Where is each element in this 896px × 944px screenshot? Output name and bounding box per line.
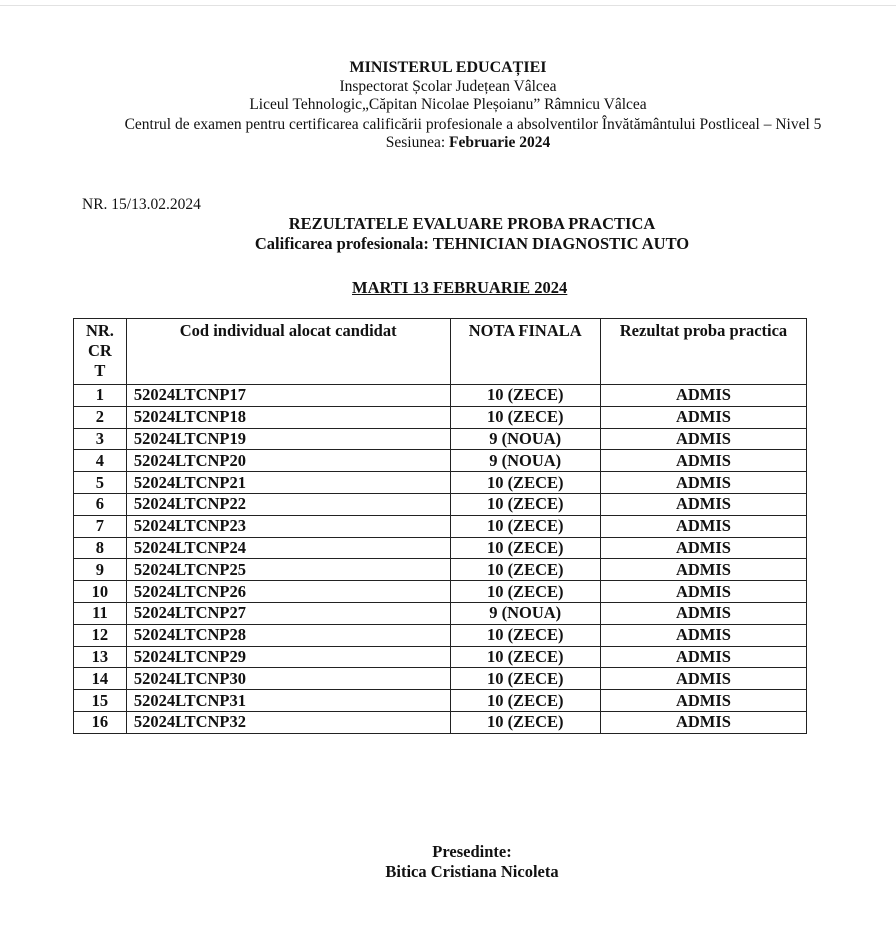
row-nr-text: 16 bbox=[91, 712, 109, 732]
row-grade-text: 9 (NOUA) bbox=[489, 428, 562, 448]
session-line bbox=[20, 133, 896, 152]
row-result-text: ADMIS bbox=[675, 428, 731, 448]
row-result-text: ADMIS bbox=[675, 450, 731, 470]
row-code-text: 52024LTCNP30 bbox=[133, 668, 247, 688]
row-grade bbox=[450, 472, 600, 494]
row-nr-text: 5 bbox=[95, 472, 105, 492]
row-result-text: ADMIS bbox=[675, 407, 731, 427]
row-code bbox=[126, 428, 450, 450]
row-code-text: 52024LTCNP17 bbox=[133, 385, 247, 405]
row-nr-text: 10 bbox=[91, 581, 109, 601]
row-nr bbox=[74, 668, 127, 690]
row-result bbox=[600, 602, 806, 624]
row-code-text: 52024LTCNP28 bbox=[133, 625, 247, 645]
table-row bbox=[74, 581, 807, 603]
row-result-text: ADMIS bbox=[675, 712, 731, 732]
row-grade-text: 10 (ZECE) bbox=[486, 646, 564, 666]
row-result-text: ADMIS bbox=[675, 625, 731, 645]
top-divider bbox=[0, 5, 896, 6]
row-code-text: 52024LTCNP32 bbox=[133, 712, 247, 732]
row-nr bbox=[74, 559, 127, 581]
row-result bbox=[600, 472, 806, 494]
row-result-text: ADMIS bbox=[675, 603, 731, 623]
table-row bbox=[74, 493, 807, 515]
row-nr-text: 3 bbox=[95, 428, 105, 448]
row-result-text: ADMIS bbox=[675, 581, 731, 601]
header-code: Cod individual alocat candidat bbox=[126, 319, 450, 385]
table-row bbox=[74, 428, 807, 450]
row-nr-text: 6 bbox=[95, 494, 105, 514]
table-row bbox=[74, 406, 807, 428]
table-row bbox=[74, 385, 807, 407]
table-row bbox=[74, 450, 807, 472]
row-grade bbox=[450, 428, 600, 450]
row-grade-text: 10 (ZECE) bbox=[486, 559, 564, 579]
row-code bbox=[126, 668, 450, 690]
row-grade bbox=[450, 515, 600, 537]
table-body bbox=[74, 385, 807, 734]
row-result bbox=[600, 406, 806, 428]
row-nr-text: 4 bbox=[95, 450, 105, 470]
row-code-text: 52024LTCNP27 bbox=[133, 603, 247, 623]
document-number: NR. 15/13.02.2024 bbox=[82, 196, 201, 213]
row-result bbox=[600, 537, 806, 559]
table-row bbox=[74, 515, 807, 537]
row-grade-text: 10 (ZECE) bbox=[486, 668, 564, 688]
row-grade bbox=[450, 559, 600, 581]
row-code-text: 52024LTCNP21 bbox=[133, 472, 247, 492]
row-code bbox=[126, 624, 450, 646]
row-code-text: 52024LTCNP20 bbox=[133, 450, 247, 470]
header-grade: NOTA FINALA bbox=[450, 319, 600, 385]
row-code bbox=[126, 385, 450, 407]
table-row bbox=[74, 559, 807, 581]
row-code bbox=[126, 559, 450, 581]
row-nr-text: 9 bbox=[95, 559, 105, 579]
exam-center-line: Centrul de examen pentru certificarea calificării profesionale a absolventilor Învătământului Postliceal – Nivel 5 bbox=[124, 116, 822, 133]
row-nr bbox=[74, 690, 127, 712]
row-nr-text: 15 bbox=[91, 690, 109, 710]
row-grade-text: 9 (NOUA) bbox=[489, 603, 562, 623]
row-nr bbox=[74, 515, 127, 537]
table-row bbox=[74, 472, 807, 494]
signature-role: Presedinte: bbox=[432, 842, 512, 861]
row-result bbox=[600, 711, 806, 733]
row-result bbox=[600, 515, 806, 537]
row-code-text: 52024LTCNP24 bbox=[133, 537, 247, 557]
row-nr-text: 7 bbox=[95, 516, 105, 536]
row-code bbox=[126, 515, 450, 537]
row-code bbox=[126, 602, 450, 624]
table-row bbox=[74, 624, 807, 646]
row-code-text: 52024LTCNP25 bbox=[133, 559, 247, 579]
row-code-text: 52024LTCNP19 bbox=[133, 428, 247, 448]
row-result bbox=[600, 624, 806, 646]
row-grade bbox=[450, 537, 600, 559]
results-table bbox=[73, 318, 807, 734]
row-nr-text: 8 bbox=[95, 537, 105, 557]
row-grade-text: 10 (ZECE) bbox=[486, 516, 564, 536]
row-nr-text: 12 bbox=[91, 625, 109, 645]
row-grade-text: 10 (ZECE) bbox=[486, 385, 564, 405]
row-nr-text: 14 bbox=[91, 668, 109, 688]
row-grade bbox=[450, 385, 600, 407]
table-row bbox=[74, 690, 807, 712]
row-nr bbox=[74, 581, 127, 603]
row-grade bbox=[450, 624, 600, 646]
qualification-line: Calificarea profesionala: TEHNICIAN DIAGNOSTIC AUTO bbox=[254, 234, 690, 253]
row-result-text: ADMIS bbox=[675, 668, 731, 688]
row-nr bbox=[74, 602, 127, 624]
exam-date: MARTI 13 FEBRUARIE 2024 bbox=[352, 278, 568, 297]
row-nr bbox=[74, 472, 127, 494]
row-code-text: 52024LTCNP31 bbox=[133, 690, 247, 710]
row-grade-text: 10 (ZECE) bbox=[486, 625, 564, 645]
row-grade bbox=[450, 581, 600, 603]
session-label: Sesiunea: bbox=[385, 134, 450, 151]
row-nr bbox=[74, 493, 127, 515]
row-grade bbox=[450, 406, 600, 428]
row-grade bbox=[450, 690, 600, 712]
row-code-text: 52024LTCNP22 bbox=[133, 494, 247, 514]
row-result bbox=[600, 385, 806, 407]
header-nr-line2: CR bbox=[88, 341, 112, 360]
row-nr bbox=[74, 711, 127, 733]
table-row bbox=[74, 668, 807, 690]
ministry-title: MINISTERUL EDUCAȚIEI bbox=[349, 59, 547, 76]
row-result bbox=[600, 646, 806, 668]
row-result-text: ADMIS bbox=[675, 516, 731, 536]
row-grade-text: 10 (ZECE) bbox=[486, 581, 564, 601]
header-nr-line3: T bbox=[94, 361, 106, 380]
row-code bbox=[126, 450, 450, 472]
table-row bbox=[74, 646, 807, 668]
row-result-text: ADMIS bbox=[675, 646, 731, 666]
row-result bbox=[600, 493, 806, 515]
row-code bbox=[126, 493, 450, 515]
row-grade-text: 10 (ZECE) bbox=[486, 407, 564, 427]
session-value: Februarie 2024 bbox=[449, 134, 551, 151]
inspectorate-line: Inspectorat Școlar Județean Vâlcea bbox=[339, 78, 557, 95]
row-nr bbox=[74, 624, 127, 646]
table-row bbox=[74, 602, 807, 624]
row-code bbox=[126, 690, 450, 712]
row-result bbox=[600, 450, 806, 472]
row-grade-text: 10 (ZECE) bbox=[486, 712, 564, 732]
row-nr bbox=[74, 537, 127, 559]
row-result-text: ADMIS bbox=[675, 537, 731, 557]
table-row bbox=[74, 537, 807, 559]
row-nr-text: 13 bbox=[91, 646, 109, 666]
table-header-row bbox=[74, 319, 807, 385]
row-code bbox=[126, 537, 450, 559]
row-code bbox=[126, 711, 450, 733]
header-result: Rezultat proba practica bbox=[600, 319, 806, 385]
header-nr-line1: NR. bbox=[85, 321, 114, 340]
row-nr bbox=[74, 428, 127, 450]
table-row bbox=[74, 711, 807, 733]
header-nr bbox=[74, 319, 127, 385]
document-title: REZULTATELE EVALUARE PROBA PRACTICA bbox=[288, 214, 656, 233]
row-result bbox=[600, 428, 806, 450]
row-grade bbox=[450, 711, 600, 733]
row-grade bbox=[450, 602, 600, 624]
row-nr bbox=[74, 406, 127, 428]
row-result-text: ADMIS bbox=[675, 559, 731, 579]
row-nr-text: 2 bbox=[95, 407, 105, 427]
row-nr-text: 1 bbox=[95, 385, 105, 405]
row-code bbox=[126, 646, 450, 668]
row-grade-text: 10 (ZECE) bbox=[486, 690, 564, 710]
row-grade bbox=[450, 646, 600, 668]
row-grade-text: 10 (ZECE) bbox=[486, 472, 564, 492]
row-code-text: 52024LTCNP26 bbox=[133, 581, 247, 601]
row-result bbox=[600, 559, 806, 581]
row-grade-text: 10 (ZECE) bbox=[486, 537, 564, 557]
row-result-text: ADMIS bbox=[675, 494, 731, 514]
row-code bbox=[126, 406, 450, 428]
row-grade bbox=[450, 493, 600, 515]
row-grade bbox=[450, 668, 600, 690]
school-line: Liceul Tehnologic„Căpitan Nicolae Pleșoianu” Râmnicu Vâlcea bbox=[249, 96, 647, 113]
row-nr-text: 11 bbox=[92, 603, 108, 623]
row-code-text: 52024LTCNP23 bbox=[133, 516, 247, 536]
row-grade-text: 9 (NOUA) bbox=[489, 450, 562, 470]
row-nr bbox=[74, 385, 127, 407]
row-grade-text: 10 (ZECE) bbox=[486, 494, 564, 514]
row-code-text: 52024LTCNP18 bbox=[133, 407, 247, 427]
row-code-text: 52024LTCNP29 bbox=[133, 646, 247, 666]
row-code bbox=[126, 581, 450, 603]
row-nr bbox=[74, 646, 127, 668]
row-result-text: ADMIS bbox=[675, 690, 731, 710]
row-result bbox=[600, 668, 806, 690]
row-grade bbox=[450, 450, 600, 472]
row-nr bbox=[74, 450, 127, 472]
signature-name: Bitica Cristiana Nicoleta bbox=[385, 862, 559, 881]
row-result-text: ADMIS bbox=[675, 385, 731, 405]
row-result-text: ADMIS bbox=[675, 472, 731, 492]
row-result bbox=[600, 581, 806, 603]
row-code bbox=[126, 472, 450, 494]
row-result bbox=[600, 690, 806, 712]
